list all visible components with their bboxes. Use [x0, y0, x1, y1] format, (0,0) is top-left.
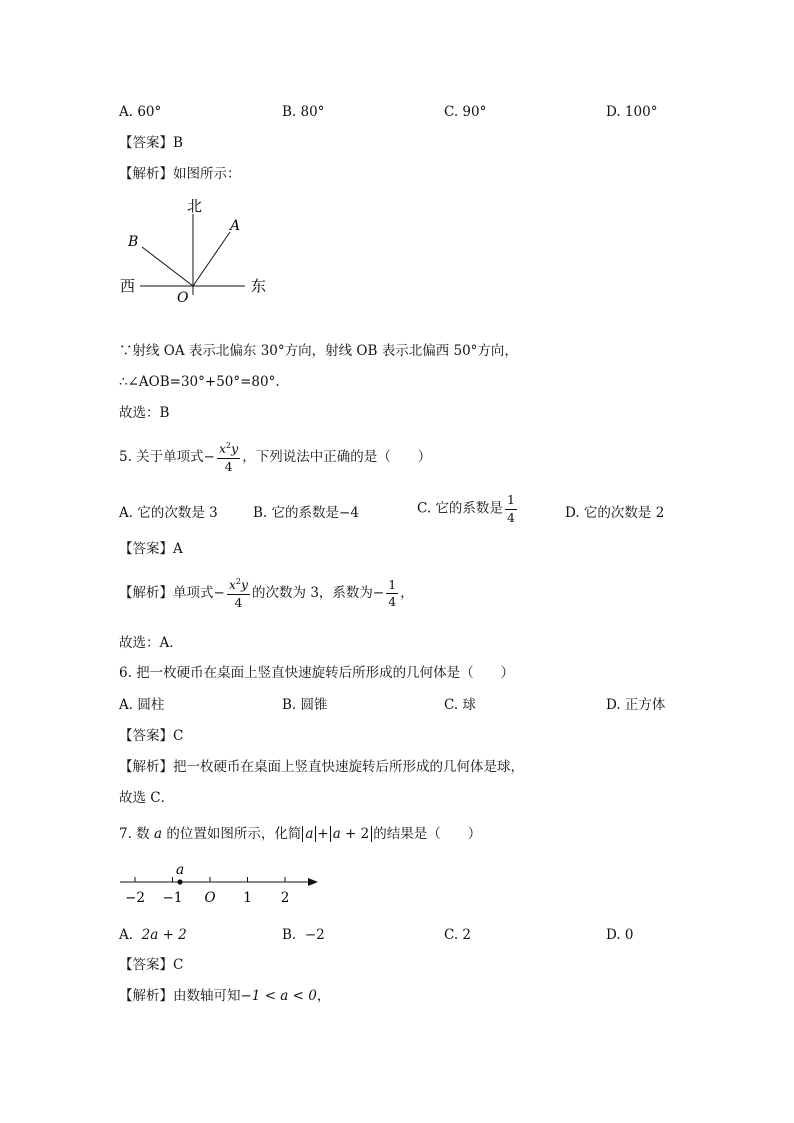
q5-stem-suffix: ，下列说法中正确的是（ ） — [242, 449, 432, 466]
q5-monomial: − $\frac{x^2y}{4}$ — [203, 441, 239, 474]
answer-value: A — [173, 541, 183, 557]
q5-option-b-value: −4 — [339, 505, 359, 521]
tick-label: 2 — [280, 890, 290, 906]
analysis-tag: 【解析】 — [119, 166, 173, 182]
label-o: O — [177, 290, 189, 306]
q7-stem-prefix: 7. 数 — [119, 826, 150, 842]
q6-answer-line — [119, 727, 183, 745]
q7-answer-line — [119, 956, 183, 974]
ray-oa — [193, 232, 230, 286]
q7-option-a-value: 2a + 2 — [141, 927, 187, 943]
q5-analysis-coef: − $\frac{1}{4}$ — [372, 576, 397, 610]
answer-tag: 【答案】 — [119, 728, 173, 744]
analysis-prefix: 单项式 — [173, 585, 214, 602]
q5-option-d: D. 它的次数是 2 — [565, 505, 665, 521]
point-a — [177, 879, 182, 884]
label-north: 北 — [187, 197, 203, 215]
q5-option-a: A. 它的次数是 3 — [119, 505, 218, 521]
answer-tag: 【答案】 — [119, 541, 173, 557]
analysis-inequality: −1 < a < 0 — [240, 988, 317, 1004]
q6-option-a: A. 圆柱 — [119, 697, 165, 713]
ray-ob — [142, 247, 193, 286]
answer-tag: 【答案】 — [119, 957, 173, 973]
tick-label: 1 — [243, 890, 252, 906]
label-a: A — [230, 218, 241, 234]
q5-option-c — [417, 494, 519, 524]
q4-calc: ∴∠AOB=30°+50°=80°. — [119, 374, 280, 390]
q4-option-a: A. 60° — [119, 104, 162, 120]
label-b: B — [128, 234, 139, 250]
analysis-tag: 【解析】 — [119, 585, 173, 602]
q7-analysis-line — [119, 987, 330, 1005]
analysis-tag: 【解析】 — [119, 988, 173, 1004]
q6-option-c: C. 球 — [444, 697, 476, 713]
q5-stem — [119, 442, 431, 473]
q7-option-b-text: B. — [282, 927, 297, 943]
answer-value: C — [173, 728, 184, 744]
abs-a-plus-2: a + 2 — [330, 826, 373, 842]
q5-option-c-fraction: $\frac{1}{4}$ — [506, 492, 515, 525]
label-east: 东 — [251, 277, 267, 295]
analysis-end: ， — [316, 988, 331, 1004]
direction-diagram — [110, 192, 280, 312]
q6-option-b: B. 圆锥 — [282, 697, 328, 713]
q7-stem-mid: 的位置如图所示，化简 — [166, 826, 302, 842]
q5-analysis-monomial: − $\frac{x^2y}{4}$ — [213, 577, 249, 610]
q7-option-a — [119, 926, 187, 944]
analysis-mid: 的次数为 3，系数为 — [252, 585, 373, 602]
number-line — [115, 858, 330, 910]
q5-answer-line — [119, 540, 183, 558]
q4-option-c: C. 90° — [444, 104, 487, 120]
answer-value: B — [173, 135, 183, 151]
q7-option-b-value: −2 — [304, 927, 325, 943]
label-west: 西 — [120, 277, 136, 295]
q5-option-b-text: B. 它的系数是 — [253, 505, 340, 521]
q7-option-d: D. 0 — [606, 927, 634, 943]
q7-option-a-text: A. — [119, 927, 134, 943]
q4-analysis-line — [119, 165, 241, 183]
q7-stem: 7. 数 a 的位置如图所示，化简 a + a + 2 的结果是（ ） — [119, 826, 482, 842]
q7-stem-suffix: 的结果是（ ） — [373, 826, 482, 842]
q6-stem: 6. 把一枚硬币在桌面上竖直快速旋转后所形成的几何体是（ ） — [119, 665, 515, 681]
tick-label: O — [204, 890, 216, 906]
q5-choice: 故选：A． — [119, 635, 183, 651]
point-a-label: a — [175, 862, 185, 878]
q4-choice: 故选：B — [119, 405, 170, 421]
q7-stem-var: a — [153, 826, 163, 842]
analysis-text: 如图所示： — [173, 166, 241, 182]
q6-choice: 故选 C． — [119, 790, 175, 806]
q4-reason: ∵射线 OA 表示北偏东 30°方向，射线 OB 表示北偏西 50°方向， — [119, 343, 518, 359]
analysis-prefix: 由数轴可知 — [173, 988, 241, 1004]
q4-option-b: B. 80° — [282, 104, 325, 120]
q5-analysis-line — [119, 578, 414, 609]
q6-analysis-line — [119, 758, 524, 776]
tick-label: −1 — [162, 890, 183, 906]
q5-option-b — [253, 504, 359, 522]
arrow-head — [308, 878, 318, 886]
abs-a: a — [302, 826, 316, 842]
analysis-text: 把一枚硬币在桌面上竖直快速旋转后所形成的几何体是球， — [173, 759, 524, 775]
q4-answer-line — [119, 134, 183, 152]
analysis-tag: 【解析】 — [119, 759, 173, 775]
analysis-end: ， — [400, 585, 414, 602]
tick-label: −2 — [125, 890, 145, 906]
answer-tag: 【答案】 — [119, 135, 173, 151]
q5-stem-prefix: 5. 关于单项式 — [119, 449, 204, 466]
answer-value: C — [173, 957, 184, 973]
q4-option-d: D. 100° — [606, 104, 658, 120]
q7-option-c: C. 2 — [444, 927, 472, 943]
q6-option-d: D. 正方体 — [606, 697, 666, 713]
q5-option-c-text: C. 它的系数是 — [417, 500, 503, 517]
q7-option-b — [282, 926, 325, 944]
